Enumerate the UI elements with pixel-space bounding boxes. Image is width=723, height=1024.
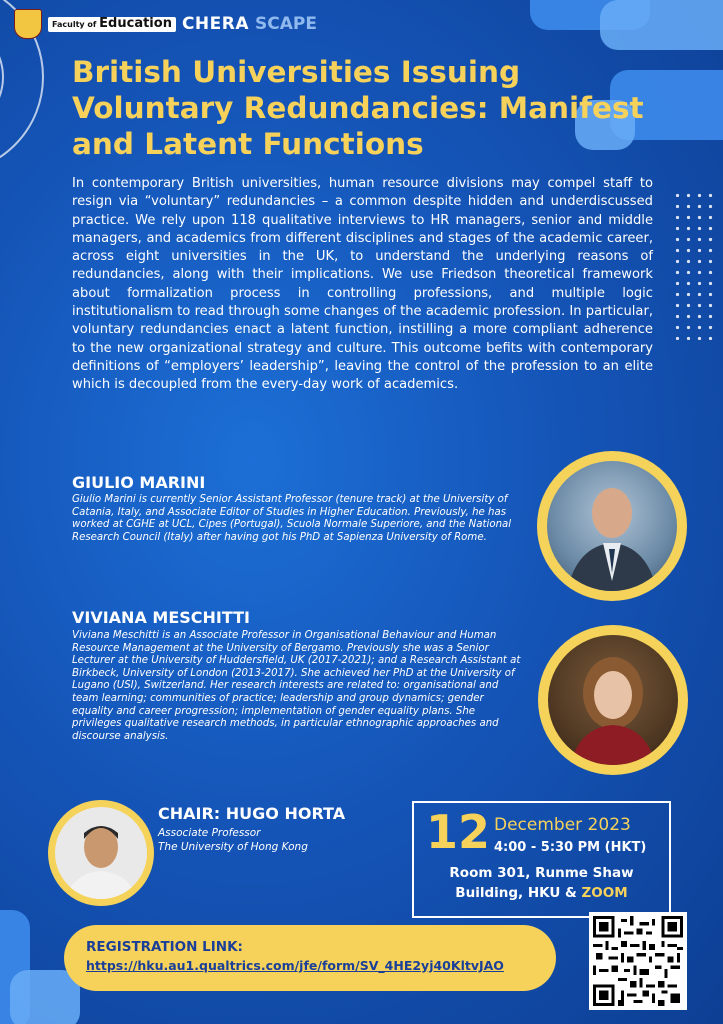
qr-code-icon[interactable] bbox=[589, 912, 687, 1010]
header-logos bbox=[14, 8, 317, 40]
faculty-logo: Faculty of Education bbox=[48, 17, 176, 32]
event-time: 4:00 - 5:30 PM (HKT) bbox=[494, 840, 647, 855]
university-crest-icon bbox=[14, 9, 42, 39]
decor-tile bbox=[600, 0, 723, 50]
registration-banner bbox=[64, 925, 556, 991]
registration-link[interactable]: https://hku.au1.qualtrics.com/jfe/form/SV_4HE2yj40KltvJAO bbox=[86, 958, 504, 973]
speaker-bio: Giulio Marini is currently Senior Assistant Professor (tenure track) at the University of Catania, Italy, and Associate Editor of Studies in Higher Education. Previously, he has worked at CGHE at UCL, Cipes (Portugal), Scuola Normale Superiore, and the National Research Council (Italy) after having got his PhD at Sapienza University of Rome. bbox=[72, 494, 512, 543]
decor-tile bbox=[10, 970, 80, 1024]
chair-photo bbox=[48, 800, 154, 906]
portrait-icon bbox=[548, 635, 678, 765]
portrait-icon bbox=[547, 461, 677, 591]
event-venue-line1: Room 301, Runme Shaw bbox=[449, 865, 634, 881]
speaker-name: VIVIANA MESCHITTI bbox=[72, 608, 251, 627]
abstract-text: In contemporary British universities, human resource divisions may compel staff to resign via “voluntary” redundancies – a common despite hidden and underdiscussed practice. We rely upon 118 qualitative interviews to HR managers, senior and middle managers, and academics from different disciplines and stages of the academic career, across eight universities in the UK, to understand the underlying reasons of redundancies, along with their implications. We use Friedson theoretical framework about formalization process in controlling professions, and multiple logic institutionalism to read through some changes of the academic profession. In particular, voluntary redundancies enact a latent function, instilling a more compliant adherence to the new organizational strategy and culture. This outcome befits with contemporary definitions of “employers’ leadership”, leaving the control of the profession to an elite which is decoupled from the every-day work of academics. bbox=[72, 176, 653, 393]
speaker-photo bbox=[538, 625, 688, 775]
event-venue-line2: Building, HKU & ZOOM bbox=[455, 885, 628, 901]
portrait-icon bbox=[55, 807, 147, 899]
chera-logo: CHERA bbox=[181, 14, 250, 34]
event-title: British Universities Issuing Voluntary Redundancies: Manifest and Latent Functions bbox=[72, 55, 644, 161]
event-month-year: December 2023 bbox=[494, 815, 631, 835]
chair-affiliation: The University of Hong Kong bbox=[158, 841, 308, 853]
chair-name: CHAIR: HUGO HORTA bbox=[158, 804, 346, 823]
speaker-name: GIULIO MARINI bbox=[72, 473, 206, 492]
qr-code-graphic bbox=[593, 916, 683, 1006]
speaker-bio: Viviana Meschitti is an Associate Professor in Organisational Behaviour and Human Resource Management at the University of Bergamo. Previously she was a Senior Lecturer at the University of Huddersfield, UK (2017-2021); and a Research Assistant at Birkbeck, University of London (2013-2017). She achieved her PhD at the University of Lugano (USI), Switzerland. Her research interests are related to: organisational and team learning; communities of practice; leadership and group dynamics; gender equality and career progression; implementation of gender equality plans. She privileges qualitative research methods, in particular ethnographic approaches and discourse analysis. bbox=[72, 630, 521, 742]
event-details-box bbox=[412, 801, 671, 918]
registration-label: REGISTRATION LINK: bbox=[86, 939, 243, 955]
zoom-label: ZOOM bbox=[581, 885, 628, 901]
event-day: 12 bbox=[426, 805, 491, 859]
chair-role: Associate Professor bbox=[158, 827, 261, 839]
speaker-photo bbox=[537, 451, 687, 601]
scape-logo: SCAPE bbox=[255, 14, 317, 34]
decor-dot-grid bbox=[672, 190, 718, 340]
